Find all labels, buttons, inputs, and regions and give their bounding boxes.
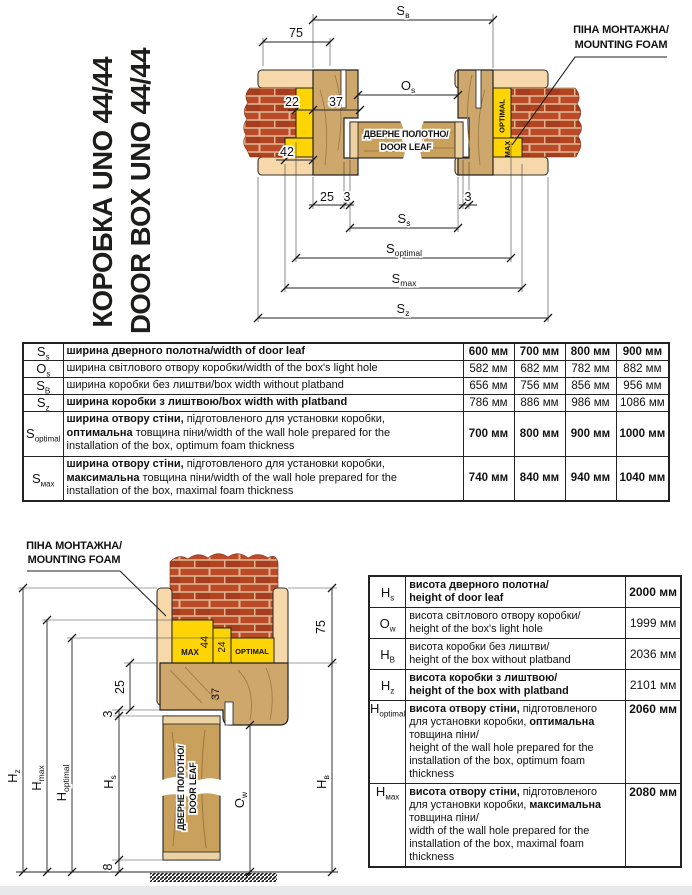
- value-cell: 1000 мм: [616, 411, 669, 456]
- description-cell: ширина отвору стіни, підготовленого для установки коробки, оптимальна товщина піни/width of the wall hole prepared for the installation of the box, optimum foam thickness: [63, 411, 463, 456]
- symbol-cell: $S_{optimal}$: [23, 411, 63, 456]
- dim-3-left: 3: [343, 190, 351, 204]
- symbol-cell: $O_w$: [369, 608, 406, 639]
- dim-sz: $S_z$: [396, 301, 410, 318]
- dim-hb: $H_в$: [314, 775, 331, 789]
- symbol-cell: $S_B$: [23, 377, 63, 394]
- table-row: [23, 360, 669, 377]
- dim-24: 24: [217, 641, 228, 653]
- dim-soptimal: $S_{optimal}$: [385, 241, 423, 258]
- dim-44: 44: [199, 635, 211, 649]
- dim-hz: $H_z$: [5, 769, 22, 783]
- symbol-cell: $H_s$: [369, 576, 406, 608]
- description-cell: ширина отвору стіни, підготовленого для установки коробки, максимальна товщина піни/width of the wall hole prepared for the installation of the box, maximal foam thickness: [63, 456, 463, 501]
- value-cell: 840 мм: [514, 456, 565, 501]
- table-row: [369, 639, 681, 670]
- dim-3: 3: [101, 710, 115, 718]
- value-cell: 582 мм: [463, 360, 514, 377]
- symbol-cell: $S_s$: [23, 343, 63, 360]
- dim-25: 25: [320, 190, 334, 204]
- door-leaf: [350, 121, 463, 159]
- value-cell: 956 мм: [616, 377, 669, 394]
- height-table: [368, 575, 682, 868]
- dim-3-right: 3: [464, 190, 472, 204]
- table-row: [23, 411, 669, 456]
- value-cell: 2101 мм: [626, 670, 681, 701]
- value-cell: 700 мм: [514, 343, 565, 360]
- symbol-cell: $H_z$: [369, 670, 406, 701]
- dim-22: 22: [285, 95, 299, 109]
- table-row: [369, 701, 681, 784]
- table-row: [23, 343, 669, 360]
- table-row: [23, 456, 669, 501]
- description-cell: ширина коробки з лиштвою/box width with platband: [63, 394, 463, 411]
- table-row: [369, 576, 681, 608]
- value-cell: 682 мм: [514, 360, 565, 377]
- table-row: [369, 670, 681, 701]
- description-cell: висота коробки без лиштви/ height of the box without platband: [406, 639, 626, 670]
- dim-hoptimal: $H_{optimal}$: [54, 764, 71, 802]
- description-cell: ширина коробки без лиштви/box width without platband: [63, 377, 463, 394]
- floor-hatch: [150, 873, 277, 882]
- description-cell: ширина дверного полотна/width of door leaf: [63, 343, 463, 360]
- description-cell: висота отвору стіни, підготовленого для установки коробки, оптимальна товщина піни/ height of the wall hole prepared for the installation of the box, optimum foam thickness: [406, 701, 626, 784]
- value-cell: 900 мм: [616, 343, 669, 360]
- dim-37: 37: [329, 95, 343, 109]
- value-cell: 800 мм: [565, 343, 616, 360]
- value-cell: 756 мм: [514, 377, 565, 394]
- symbol-cell: $H_{optimal}$: [369, 701, 406, 784]
- symbol-cell: $H_{мах}$: [369, 784, 406, 868]
- dim-hmax: $H_{max}$: [29, 765, 46, 791]
- value-cell: 800 мм: [514, 411, 565, 456]
- value-cell: 600 мм: [463, 343, 514, 360]
- top-section-diagram: [230, 0, 692, 340]
- dim-25: 25: [113, 680, 127, 694]
- width-table: [22, 342, 670, 502]
- foam-optimal-tag: OPTIMAL: [497, 99, 507, 133]
- symbol-cell: $O_s$: [23, 360, 63, 377]
- table-row: [369, 608, 681, 639]
- symbol-cell: $S_z$: [23, 394, 63, 411]
- value-cell: 2036 мм: [626, 639, 681, 670]
- description-cell: висота дверного полотна/ height of door leaf: [406, 576, 626, 608]
- table-row: [23, 377, 669, 394]
- mounting-foam-label-l1: ПІНА МОНТАЖНА/: [573, 24, 669, 36]
- symbol-cell: $S_{мах}$: [23, 456, 63, 501]
- value-cell: 900 мм: [565, 411, 616, 456]
- value-cell: 2060 мм: [626, 701, 681, 784]
- bottom-section-diagram: [0, 520, 365, 895]
- value-cell: 1999 мм: [626, 608, 681, 639]
- symbol-cell: $H_B$: [369, 639, 406, 670]
- value-cell: 2080 мм: [626, 784, 681, 868]
- description-cell: висота світлового отвору коробки/ height of the box's light hole: [406, 608, 626, 639]
- value-cell: 882 мм: [616, 360, 669, 377]
- dim-ow: $O_w$: [232, 791, 249, 809]
- foam-optimal-tag: OPTIMAL: [235, 647, 269, 656]
- foam-max-tag: MAX: [503, 140, 512, 158]
- description-cell: висота отвору стіни, підготовленого для установки коробки, максимальна товщина піни/ width of the wall hole prepared for the installation of the box, maximal foam thickness: [406, 784, 626, 868]
- dim-42: 42: [280, 145, 294, 159]
- foam-leader-line: [27, 571, 166, 616]
- page-bottom-edge: [0, 886, 692, 895]
- value-cell: 782 мм: [565, 360, 616, 377]
- value-cell: 656 мм: [463, 377, 514, 394]
- door-leaf-label-l1: ДВЕРНЕ ПОЛОТНО/: [363, 129, 449, 139]
- dim-sb: $S_в$: [396, 3, 410, 20]
- description-cell: висота коробки з лиштвою/ height of the box with platband: [406, 670, 626, 701]
- value-cell: 740 мм: [463, 456, 514, 501]
- product-title-line1: КОРОБКА UNO 44/44: [87, 57, 118, 328]
- foam-max-tag: MAX: [181, 648, 199, 657]
- table-row: [23, 394, 669, 411]
- value-cell: 1086 мм: [616, 394, 669, 411]
- mounting-foam-label-l1: ПІНА МОНТАЖНА/: [26, 540, 122, 552]
- dim-os: $O_s$: [400, 78, 416, 95]
- value-cell: 2000 мм: [626, 576, 681, 608]
- dim-75: 75: [289, 26, 303, 40]
- value-cell: 886 мм: [514, 394, 565, 411]
- dim-75: 75: [314, 620, 328, 634]
- dim-37: 37: [210, 687, 222, 701]
- value-cell: 1040 мм: [616, 456, 669, 501]
- value-cell: 786 мм: [463, 394, 514, 411]
- value-cell: 700 мм: [463, 411, 514, 456]
- product-title-line2: DOOR BOX UNO 44/44: [125, 48, 156, 334]
- dim-smax: $S_{max}$: [391, 271, 417, 288]
- door-leaf-label-l2: DOOR LEAF: [380, 142, 432, 152]
- value-cell: 856 мм: [565, 377, 616, 394]
- dim-ss: $S_s$: [397, 211, 411, 228]
- mounting-foam-label-l2: MOUNTING FOAM: [27, 554, 121, 566]
- dim-8: 8: [101, 863, 115, 871]
- value-cell: 986 мм: [565, 394, 616, 411]
- mounting-foam-label-l2: MOUNTING FOAM: [574, 39, 668, 51]
- description-cell: ширина світлового отвору коробки/width of the box's light hole: [63, 360, 463, 377]
- value-cell: 940 мм: [565, 456, 616, 501]
- table-row: [369, 784, 681, 868]
- door-leaf-label-l2: DOOR LEAF: [188, 762, 198, 814]
- door-leaf-label-l1: ДВЕРНЕ ПОЛОТНО/: [176, 745, 186, 831]
- dim-hs: $H_s$: [101, 775, 118, 789]
